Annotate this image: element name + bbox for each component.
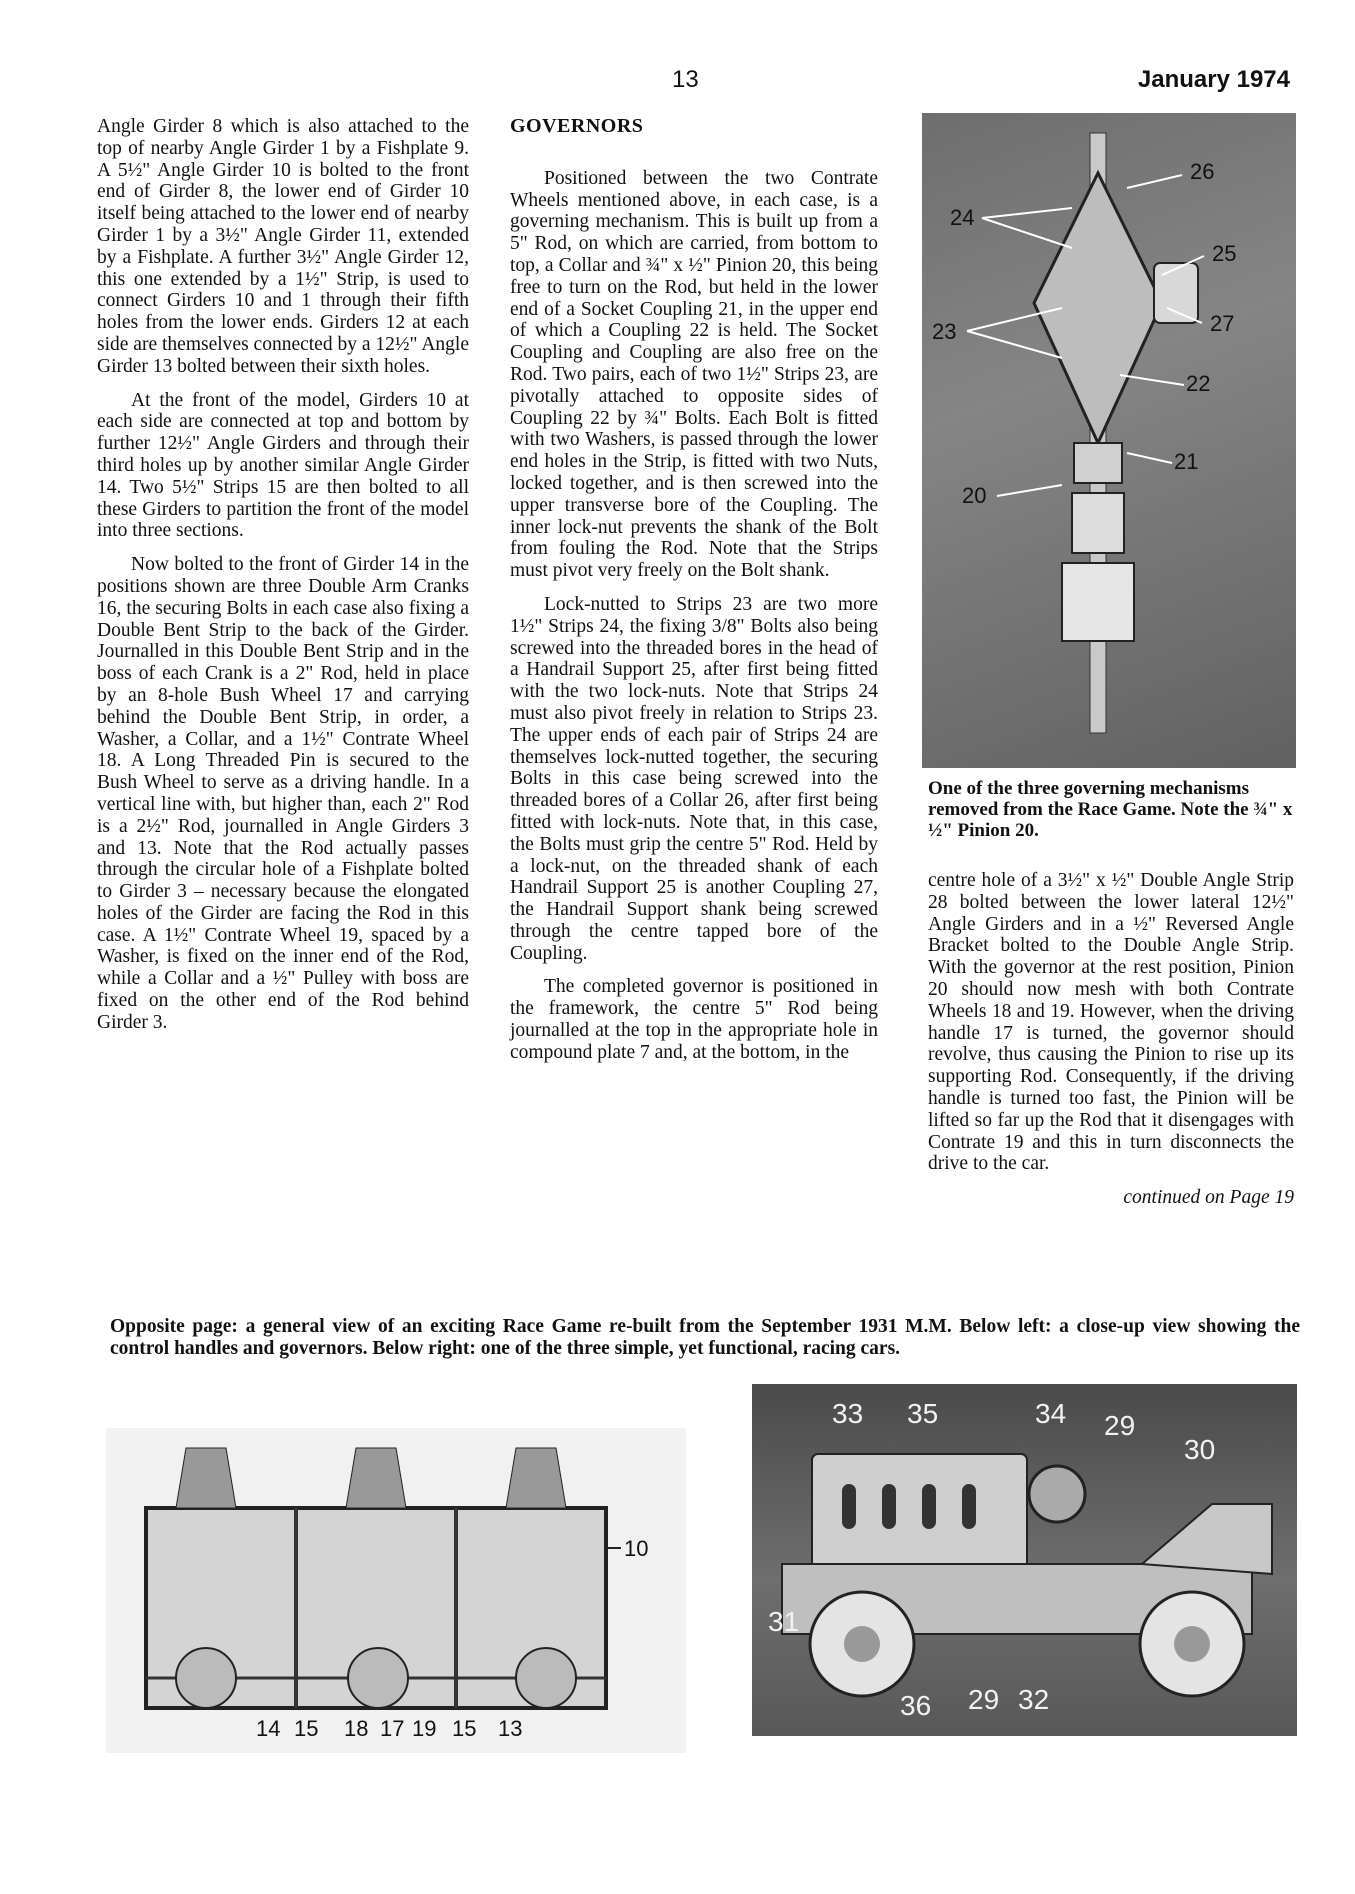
paragraph: The completed governor is positioned in the framework, the centre 5" Rod being journalled at the top in the appropriate hole in compound plate 7 and, at the bottom, in the: [510, 976, 878, 1063]
paragraph: Lock-nutted to Strips 23 are two more 1½" Strips 24, the fixing 3/8" Bolts also being screwed into the threaded bores in the head of a Handrail Support 25, after first being fitted with the two lock-nuts. Note that Strips 24 must also pivot freely in relation to Strips 23. The upper ends of each pair of Strips 24 are themselves lock-nutted together, the securing Bolts in this case being screwed into the threaded bores of a Collar 26, after first being fitted with lock-nuts. Note that, in this case, the Bolts must grip the centre 5" Rod. Held by a lock-nut, on the threaded shank of each Handrail Support 25 is another Coupling 27, the Handrail Support shank being screwed through the centre tapped bore of the Coupling.: [510, 593, 878, 964]
callout-label: 14: [256, 1716, 281, 1741]
paragraph: Now bolted to the front of Girder 14 in the positions shown are three Double Arm Cranks 16, the securing Bolts in each case also fixing a Double Bent Strip to the back of the Girder. Journalled in this Double Bent Strip and in the boss of each Crank is a 2" Rod, held in place by an 8-hole Bush Wheel 17 and carrying behind the Double Bent Strip, in order, a Washer, a Collar, and a 1½" Contrate Wheel 18. A Long Threaded Pin is secured to the Bush Wheel to serve as a driving handle. In a vertical line with, but higher than, each 2" Rod is a 2½" Rod, journalled in Angle Girders 3 and 13. Note that the Rod actually passes through the circular hole of a Fishplate bolted to Girder 3 – necessary because the elongated holes of the Girder are facing the Rod in this case. A 1½" Contrate Wheel 19, spaced by a Washer, is fixed on the inner end of the Rod, while a Collar and a ½" Pulley with boss are fixed on the other end of the Rod behind Girder 3.: [97, 554, 469, 1033]
closeup-photo: [106, 1428, 686, 1753]
photo-caption: Opposite page: a general view of an exciting Race Game re-built from the September 1931 M.M. Below left: a close-up view showing the control handles and governors. Below right: one of the three simple, yet functional, racing cars.: [110, 1316, 1300, 1359]
car-photo: [752, 1384, 1297, 1736]
continued-note: continued on Page 19: [1123, 1187, 1294, 1209]
callout-label: 33: [832, 1398, 864, 1429]
callout-label: 30: [1184, 1434, 1216, 1465]
callout-label: 26: [1190, 159, 1215, 184]
issue-date: January 1974: [1137, 66, 1290, 93]
governor-photo: [922, 113, 1296, 768]
paragraph: Positioned between the two Contrate Wheels mentioned above, in each case, is a governing mechanism. This is built up from a 5" Rod, on which are carried, from bottom to top, a Collar and ¾" x ½" Pinion 20, this being free to turn on the Rod, but held in the lower end of a Socket Coupling 21, in the upper end of which a Coupling 22 is held. The Socket Coupling and Coupling are also free on the Rod. Two pairs, each of two 1½" Strips 23, are pivotally attached to opposite sides of Coupling 22 by ¾" Bolts. Each Bolt is fitted with two Washers, is passed through the lower end holes in the Strip, is fitted with two Nuts, locked together, and is then screwed into the upper transverse bore of the Coupling. The inner lock-nut prevents the shank of the Bolt from fouling the Rod. Note that the Strips must pivot very freely on the Bolt shank.: [510, 167, 878, 582]
callout-label: 19: [412, 1716, 437, 1741]
callout-label: 15: [452, 1716, 477, 1741]
text-column-1: [97, 116, 469, 1046]
callout-label: 15: [294, 1716, 319, 1741]
callout-label: 20: [962, 483, 987, 508]
governor-illustration: [922, 113, 1296, 768]
callout-label: 34: [1035, 1398, 1067, 1429]
paragraph: Angle Girder 8 which is also attached to the top of nearby Angle Girder 1 by a Fishplate 9. A 5½" Angle Girder 10 is bolted to the front end of Girder 8, the lower end of Girder 10 itself being attached to the lower end of nearby Girder 1 by a 3½" Angle Girder 11, extended by a Fishplate. A further 3½" Angle Girder 12, this one extended by a 1½" Strip, is used to connect Girders 10 and 1 through their fifth holes from the lower ends. Girders 12 at each side are themselves connected by a 12½" Angle Girder 13 bolted between their sixth holes.: [97, 116, 469, 377]
callout-label: 35: [907, 1398, 939, 1429]
callout-label: 17: [380, 1716, 405, 1741]
text-column-3: [928, 870, 1294, 1209]
callout-label: 31: [768, 1606, 800, 1637]
callout-label: 32: [1018, 1684, 1050, 1715]
callout-label: 29: [1104, 1410, 1136, 1441]
callout-label: 22: [1186, 371, 1211, 396]
callout-label: 10: [624, 1536, 649, 1561]
section-heading: GOVERNORS: [510, 115, 644, 137]
callout-label: 21: [1174, 449, 1199, 474]
callout-label: 27: [1210, 311, 1235, 336]
paragraph: centre hole of a 3½" x ½" Double Angle Strip 28 bolted between the lower lateral 12½" Angle Girders and in a ½" Reversed Angle Bracket bolted to the Double Angle Strip. With the governor at the rest position, Pinion 20 should now mesh with both Contrate Wheels 18 and 19. However, when the driving handle 17 is turned, the governor should revolve, thus causing the Pinion to rise up its supporting Rod. Consequently, if the driving handle is turned too fast, the Pinion will be lifted so far up the Rod that it disengages with Contrate 19 and this in turn disconnects the drive to the car.: [928, 870, 1294, 1175]
closeup-illustration: [106, 1428, 686, 1753]
governor-caption: One of the three governing mechanisms removed from the Race Game. Note the ¾" x ½" Pinion 20.: [928, 778, 1293, 841]
callout-label: 23: [932, 319, 957, 344]
callout-label: 36: [900, 1690, 932, 1721]
page-number: 13: [672, 66, 699, 93]
callout-label: 25: [1212, 241, 1237, 266]
callout-label: 13: [498, 1716, 523, 1741]
paragraph: At the front of the model, Girders 10 at each side are connected at top and bottom by further 12½" Angle Girders and through their third holes up by another similar Angle Girder 14. Two 5½" Strips 15 are then bolted to all these Girders to partition the front of the model into three sections.: [97, 389, 469, 542]
text-column-2: [510, 116, 878, 1076]
callout-label: 18: [344, 1716, 369, 1741]
callout-label: 24: [950, 205, 975, 230]
callout-label: 29: [968, 1684, 1000, 1715]
